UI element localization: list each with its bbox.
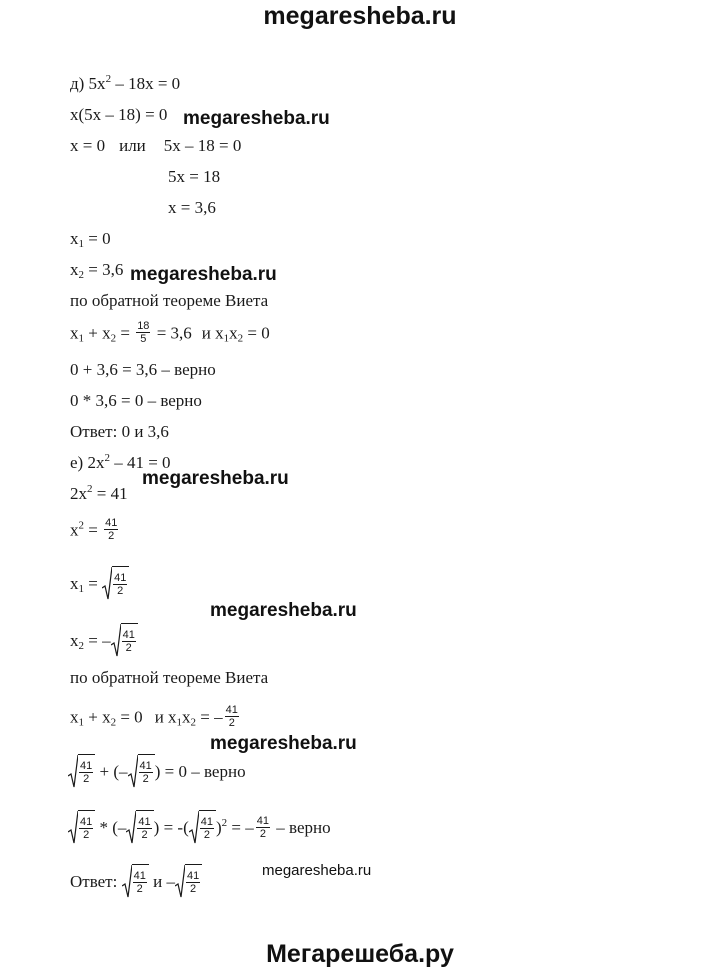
sqrt-symbol: $\frac{41}{2}$ (102, 566, 129, 600)
sqrt-symbol: $\frac{41}{2}$ (68, 810, 95, 844)
d-check-sum: 0 + 3,6 = 3,6 – верно (70, 360, 216, 379)
watermark: megaresheba.ru (262, 862, 372, 879)
e-check-sum: $\frac{41}{2}$ + (– $\frac{41}{2}$ ) = 0 – верно (68, 756, 246, 790)
d-answer: Ответ: 0 и 3,6 (70, 422, 169, 441)
e-step-2: $x^2$ = $\frac{41}{2}$ (70, 517, 118, 542)
site-header: megaresheba.ru (263, 2, 457, 30)
d-step-2: x = 3,6 (168, 198, 216, 217)
e-vieta-heading: по обратной теореме Виета (70, 668, 269, 687)
sqrt-symbol: $\frac{41}{2}$ (175, 864, 202, 898)
sqrt-symbol: $\frac{41}{2}$ (122, 864, 149, 898)
e-step-1: $2x^2 = 41$ (70, 483, 128, 503)
fraction: $\frac{41}{2}$ (256, 814, 270, 840)
d-factored: x(5x – 18) = 0 (70, 105, 168, 124)
sqrt-symbol: $\frac{41}{2}$ (189, 810, 216, 844)
d-cases: x = 0 или 5x – 18 = 0 (70, 136, 242, 155)
sqrt-symbol: $\frac{41}{2}$ (126, 810, 153, 844)
d-check-product: 0 * 3,6 = 0 – верно (70, 391, 202, 410)
site-footer: Мегарешеба.ру (266, 940, 454, 968)
e-answer: Ответ: $\frac{41}{2}$ и – $\frac{41}{2}$ (70, 866, 202, 900)
d-vieta-heading: по обратной теореме Виета (70, 291, 269, 310)
fraction: $\frac{41}{2}$ (225, 704, 238, 729)
e-check-product: $\frac{41}{2}$ * (– $\frac{41}{2}$ ) = -( $\frac{41}{2}$ )$^2$ = – $\frac{41}{2}$ – верно (68, 812, 331, 846)
watermark: megaresheba.ru (210, 600, 357, 621)
watermark: megaresheba.ru (183, 108, 330, 129)
sqrt-symbol: $\frac{41}{2}$ (111, 623, 138, 657)
e-root-2: $x_2$ = – $\frac{41}{2}$ (70, 625, 138, 659)
d-root-2: $x_2 = 3,6$ (70, 260, 124, 281)
fraction: $\frac{18}{5}$ (137, 320, 150, 345)
watermark: megaresheba.ru (130, 264, 277, 285)
e-root-1: $x_1$ = $\frac{41}{2}$ (70, 568, 129, 602)
d-vieta-check: $x_1 + x_2$ = $\frac{18}{5}$ = 3,6 и $x_1x_2 = 0$ (70, 320, 270, 345)
sqrt-symbol: $\frac{41}{2}$ (128, 754, 155, 788)
watermark: megaresheba.ru (210, 733, 357, 754)
d-root-1: $x_1 = 0$ (70, 229, 111, 250)
fraction: $\frac{41}{2}$ (105, 517, 118, 542)
e-vieta-check: $x_1 + x_2 = 0$ и $x_1x_2$ = – $\frac{41}{2}$ (70, 704, 238, 729)
d-step-1: 5x = 18 (168, 167, 221, 186)
e-equation: е) $2x^2 - 41 = 0$ (70, 452, 171, 472)
d-equation: д) $5x^2 - 18x = 0$ (70, 73, 181, 93)
watermark: megaresheba.ru (142, 468, 289, 489)
sqrt-symbol: $\frac{41}{2}$ (68, 754, 95, 788)
